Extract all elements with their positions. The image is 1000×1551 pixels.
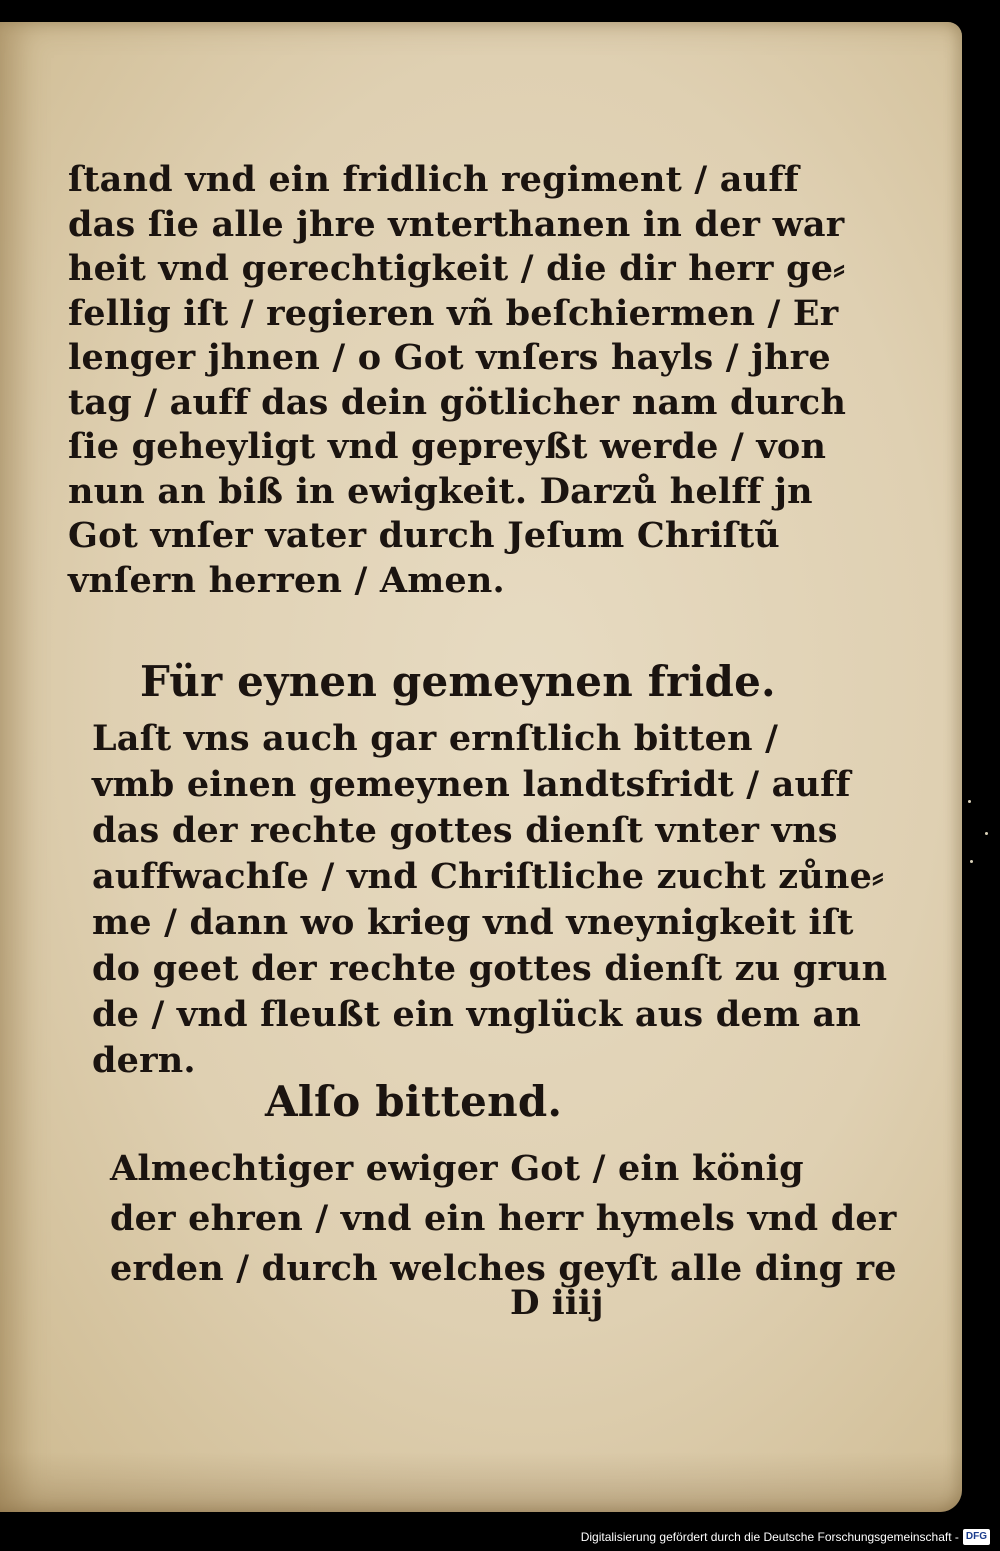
text-block-2 bbox=[92, 716, 887, 1084]
text-line: der ehren / vnd ein herr hymels vnd der bbox=[110, 1198, 897, 1239]
text-block-1 bbox=[68, 158, 846, 603]
book-page bbox=[0, 22, 962, 1512]
scan-speck bbox=[968, 800, 971, 803]
text-line: tag / auff das dein götlicher nam durch bbox=[68, 381, 847, 423]
text-line: vmb einen gemeynen landtsfridt / auff bbox=[92, 764, 851, 805]
text-line: ſie geheyligt vnd gepreyßt werde / von bbox=[68, 426, 827, 467]
text-block-3 bbox=[110, 1144, 897, 1294]
text-line: das ſie alle jhre vnterthanen in der war bbox=[68, 203, 845, 245]
text-line: ſtand vnd ein fridlich regiment / auff bbox=[68, 159, 799, 200]
text-line: lenger jhnen / o Got vnſers hayls / jhre bbox=[68, 337, 831, 378]
text-line: dern. bbox=[92, 1040, 196, 1081]
scan-speck bbox=[985, 832, 988, 835]
text-line: erden / durch welches geyſt alle ding re bbox=[110, 1248, 897, 1289]
scan-speck bbox=[970, 860, 973, 863]
text-line: das der rechte gottes dienſt vnter vns bbox=[92, 810, 838, 851]
text-line: vnſern herren / Amen. bbox=[68, 559, 505, 601]
text-line: do geet der rechte gottes dienſt zu grun bbox=[92, 948, 888, 989]
signature-mark: D iiij bbox=[510, 1283, 604, 1323]
text-line: Got vnſer vater durch Jeſum Chriſtũ bbox=[68, 515, 780, 556]
text-line: fellig iſt / regieren vñ beſchiermen / Er bbox=[68, 292, 839, 334]
section-heading-prayer: Alſo bittend. bbox=[265, 1077, 563, 1126]
section-heading-peace: Für eynen gemeynen fride. bbox=[140, 657, 776, 706]
text-line: auffwachſe / vnd Chriſtliche zucht zůne⸗ bbox=[92, 856, 884, 897]
dfg-logo: DFG bbox=[963, 1529, 990, 1545]
text-line: nun an biß in ewigkeit. Darzů helff jn bbox=[68, 470, 813, 512]
digitization-credit bbox=[581, 1529, 990, 1545]
text-line: Almechtiger ewiger Got / ein könig bbox=[110, 1148, 804, 1189]
credit-text: Digitalisierung gefördert durch die Deutsche Forschungsgemeinschaft - bbox=[580, 1530, 959, 1544]
text-line: Laſt vns auch gar ernſtlich bitten / bbox=[92, 718, 779, 759]
text-line: me / dann wo krieg vnd vneynigkeit iſt bbox=[92, 902, 854, 943]
text-line: heit vnd gerechtigkeit / die dir herr ge⸗ bbox=[68, 248, 846, 289]
text-line: de / vnd fleußt ein vnglück aus dem an bbox=[92, 994, 861, 1035]
